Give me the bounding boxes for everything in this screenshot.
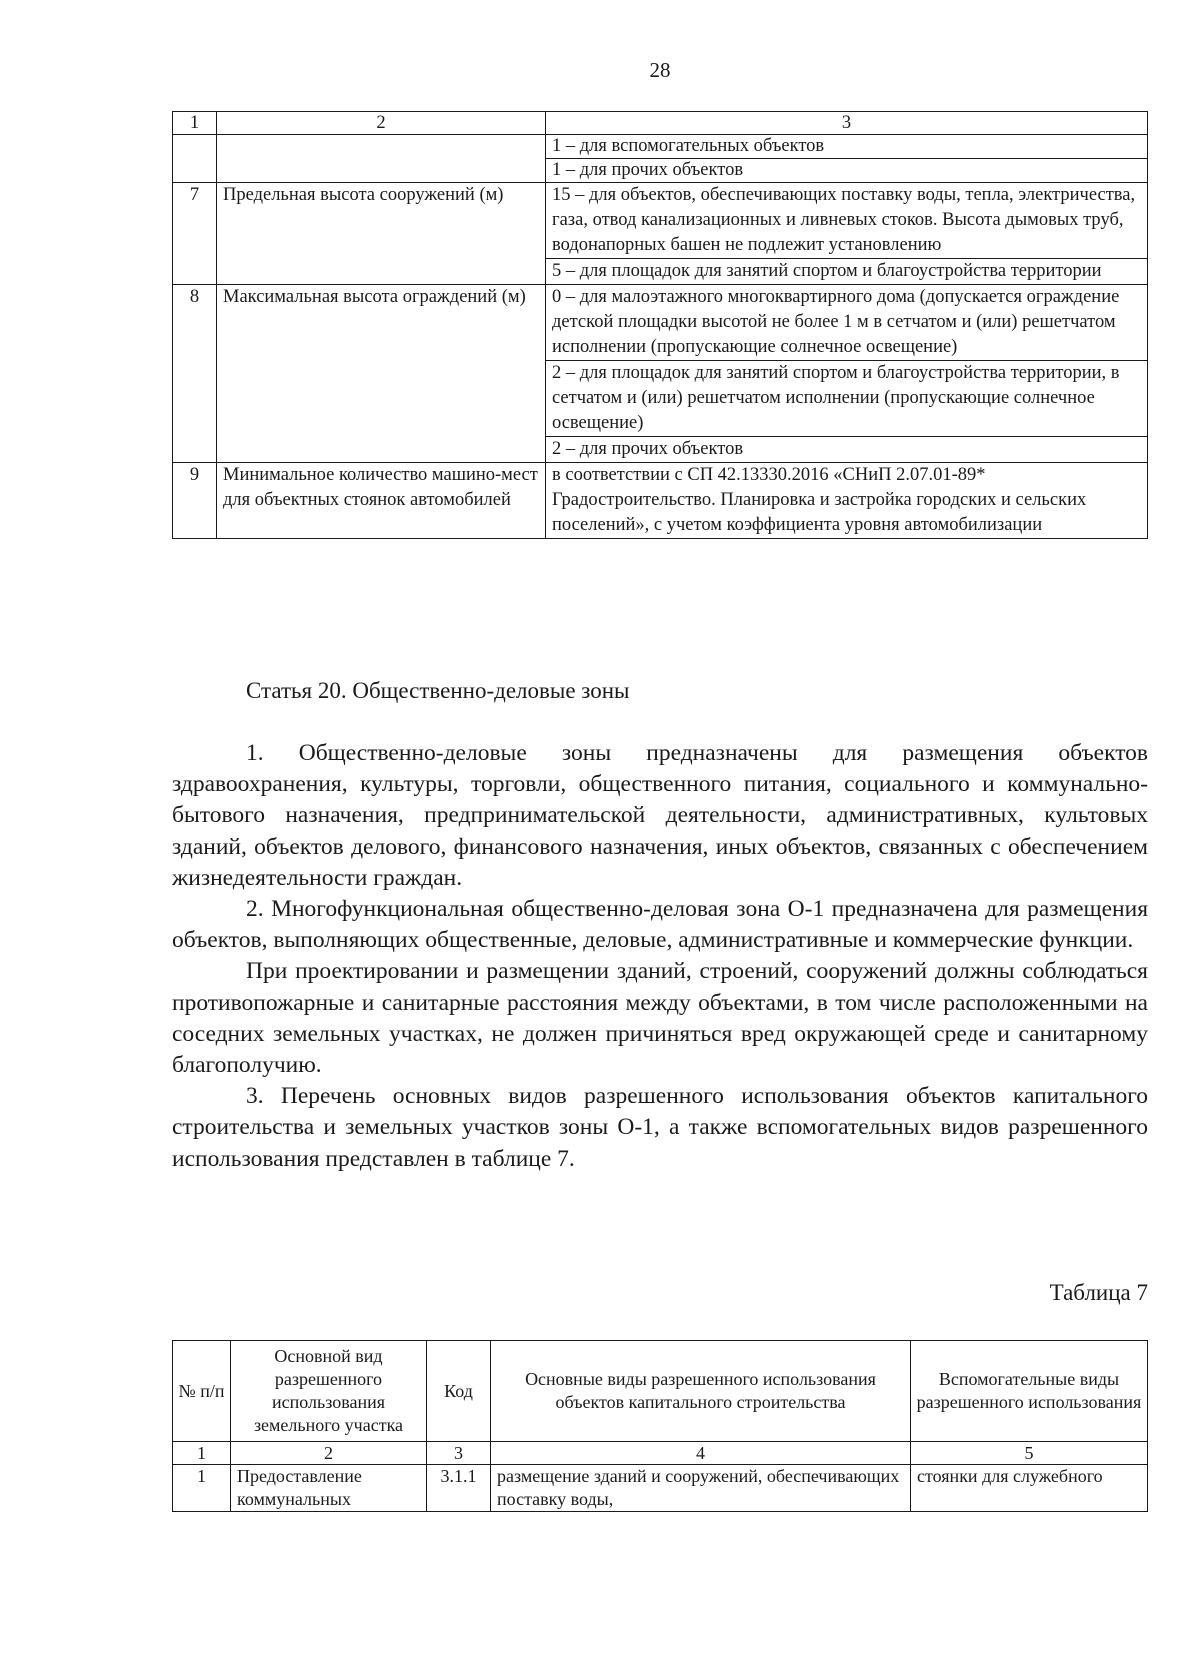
- column-number: 2: [231, 1442, 427, 1465]
- parameter-value: 2 – для прочих объектов: [546, 437, 1148, 463]
- table-header-row: [173, 1341, 1148, 1442]
- parameter-value: 15 – для объектов, обеспечивающих поставку воды, тепла, электричества, газа, отвод канализационных и ливневых стоков. Высота дымовых труб, водонапорных башен не подлежит установлению: [546, 183, 1148, 259]
- column-number-2: 2: [217, 112, 546, 135]
- column-numbers-row: [173, 1442, 1148, 1465]
- page-number: 28: [649, 58, 671, 82]
- column-number: 5: [911, 1442, 1148, 1465]
- table-row: [173, 1465, 1148, 1512]
- table-cell: стоянки для служебного: [911, 1465, 1148, 1512]
- table-row: [173, 183, 1148, 259]
- header-cell-number: № п/п: [173, 1341, 231, 1442]
- article-heading: Статья 20. Общественно-деловые зоны: [246, 678, 630, 703]
- parameter-name: Предельная высота сооружений (м): [217, 183, 546, 285]
- paragraph: 2. Многофункциональная общественно-деловая зона О-1 предназначена для размещения объектов, выполняющих общественные, деловые, административные и коммерческие функции.: [172, 896, 1148, 954]
- column-number-1: 1: [173, 112, 217, 135]
- header-cell-land-use: Основной вид разрешенного использования земельного участка: [231, 1341, 427, 1442]
- table-row: [173, 135, 1148, 159]
- table-header-row: [173, 112, 1148, 135]
- header-cell-auxiliary-uses: Вспомогательные виды разрешенного использования: [911, 1341, 1148, 1442]
- row-number: 8: [173, 285, 217, 463]
- parameter-value: 0 – для малоэтажного многоквартирного дома (допускается ограждение детской площадки высотой не более 1 м в сетчатом и (или) решетчатом исполнении (пропускающие солнечное освещение): [546, 285, 1148, 361]
- table-caption: Таблица 7: [1049, 1280, 1148, 1305]
- parameter-value: 2 – для площадок для занятий спортом и благоустройства территории, в сетчатом и (или) решетчатом исполнении (пропускающие солнечное освещение): [546, 361, 1148, 437]
- header-cell-code: Код: [427, 1341, 491, 1442]
- column-number-3: 3: [546, 112, 1148, 135]
- parameter-value: в соответствии с СП 42.13330.2016 «СНиП 2.07.01-89* Градостроительство. Планировка и застройка городских и сельских поселений», с учетом коэффициента уровня автомобилизации: [546, 463, 1148, 539]
- table-cell: 1 – для прочих объектов: [546, 159, 1148, 183]
- paragraph: При проектировании и размещении зданий, строений, сооружений должны соблюдаться противопожарные и санитарные расстояния между объектами, в том числе расположенными на соседних земельных участках, не должен причиняться вред окружающей среде и санитарному благополучию.: [172, 958, 1148, 1079]
- table-cell: Предоставление коммунальных: [231, 1465, 427, 1512]
- table-cell: 3.1.1: [427, 1465, 491, 1512]
- column-number: 3: [427, 1442, 491, 1465]
- table-cell: [173, 135, 217, 183]
- paragraph: 1. Общественно-деловые зоны предназначены для размещения объектов здравоохранения, культуры, торговли, общественного питания, социального и коммунально-бытового назначения, предпринимательской деятельности, административных, культовых зданий, объектов делового, финансового назначения, иных объектов, связанных с обеспечением жизнедеятельности граждан.: [172, 740, 1148, 891]
- table-cell: [217, 135, 546, 183]
- permitted-use-table: [172, 1340, 1148, 1512]
- table-row: [173, 285, 1148, 361]
- parameter-name: Максимальная высота ограждений (м): [217, 285, 546, 463]
- row-number: 9: [173, 463, 217, 539]
- table-cell: 1: [173, 1465, 231, 1512]
- parameter-name: Минимальное количество машино-мест для объектных стоянок автомобилей: [217, 463, 546, 539]
- table-cell: размещение зданий и сооружений, обеспечивающих поставку воды,: [491, 1465, 911, 1512]
- parameter-value: 5 – для площадок для занятий спортом и благоустройства территории: [546, 259, 1148, 285]
- header-cell-main-uses: Основные виды разрешенного использования объектов капитального строительства: [491, 1341, 911, 1442]
- table-row: [173, 463, 1148, 539]
- article-body: [172, 738, 1148, 1175]
- table-cell: 1 – для вспомогательных объектов: [546, 135, 1148, 159]
- row-number: 7: [173, 183, 217, 285]
- paragraph: 3. Перечень основных видов разрешенного использования объектов капитального строительства и земельных участков зоны О-1, а также вспомогательных видов разрешенного использования представлен в таблице 7.: [172, 1083, 1148, 1172]
- column-number: 1: [173, 1442, 231, 1465]
- column-number: 4: [491, 1442, 911, 1465]
- zone-parameters-table: [172, 111, 1148, 539]
